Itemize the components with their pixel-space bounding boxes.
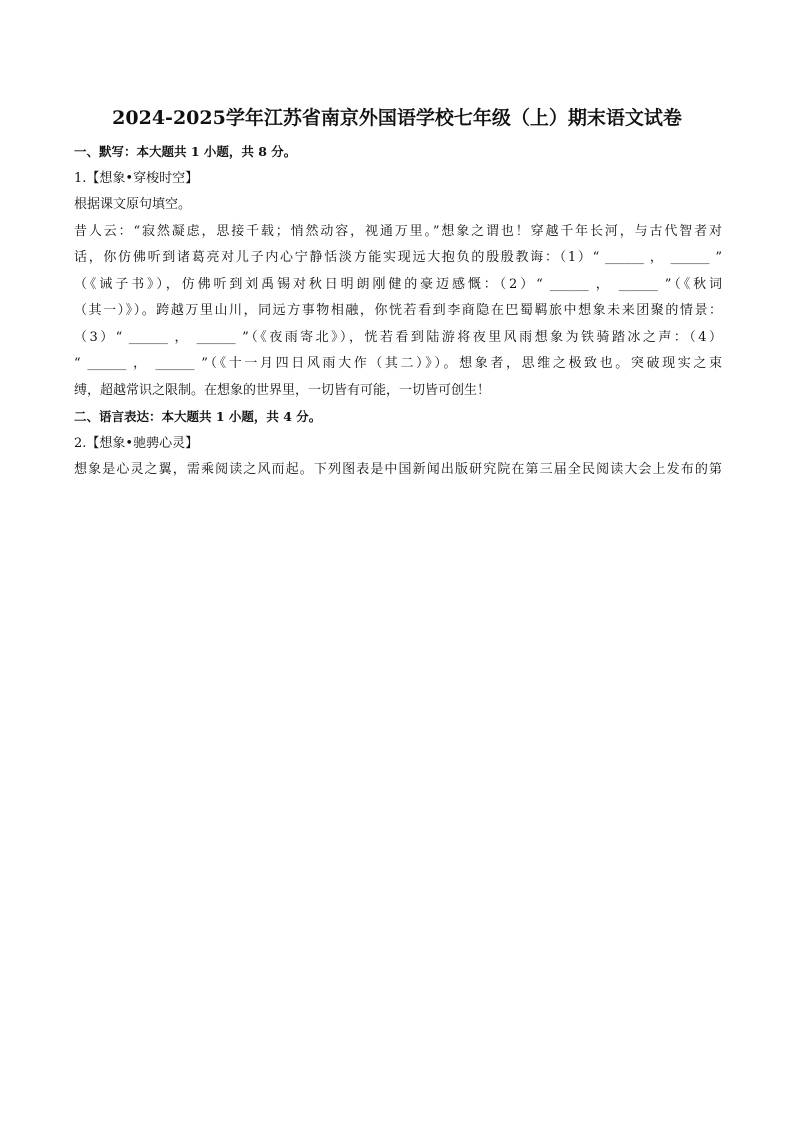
section-2-heading: 二、语言表达：本大题共 1 小题，共 4 分。: [74, 409, 322, 424]
section-1-heading: 一、默写：本大题共 1 小题，共 8 分。: [74, 144, 297, 159]
exam-content: [74, 142, 722, 487]
question-1-paragraph-line: （3）“ ______ ， ______ ”（《夜雨寄北》），恍若看到陆游将夜里风雨想象为铁骑踏冰之声：（4）: [74, 329, 722, 345]
question-1-paragraph-line: “ ______ ， ______ ”（《十一月四日风雨大作（其二）》）。想象者，思维之极致也。突破现实之束: [74, 356, 722, 371]
question-1-paragraph-line: 缚，超越常识之限制。在想象的世界里，一切皆有可能，一切皆可创生！: [74, 382, 491, 398]
question-1-instruction: 根据课文原句填空。: [74, 197, 192, 212]
question-1-paragraph-line: 昔人云：“寂然凝虑，思接千载；悄然动容，视通万里。”想象之谓也！穿越千年长河，与古代智者对: [74, 223, 722, 239]
question-1-paragraph-line: （《诫子书》），仿佛听到刘禹锡对秋日明朗刚健的豪迈感慨：（2）“ ______ ， ______ ”（《秋词: [74, 276, 722, 292]
question-1-label: 1.【想象•穿梭时空】: [74, 170, 199, 186]
question-1-paragraph-line: （其一）》）。跨越万里山川，同远方事物相融，你恍若看到李商隐在巴蜀羁旅中想象未来团聚的情景：: [74, 303, 722, 318]
question-2-label: 2.【想象•驰骋心灵】: [74, 435, 199, 451]
question-2-paragraph-line: 想象是心灵之翼，需乘阅读之风而起。下列图表是中国新闻出版研究院在第三届全民阅读大会上发布的第: [74, 462, 722, 477]
exam-title: 2024-2025学年江苏省南京外国语学校七年级（上）期末语文试卷: [112, 107, 682, 129]
question-1-paragraph-line: 话，你仿佛听到诸葛亮对儿子内心宁静恬淡方能实现远大抱负的殷殷教诲：（1）“ ______ ， ______ ”: [74, 250, 722, 265]
